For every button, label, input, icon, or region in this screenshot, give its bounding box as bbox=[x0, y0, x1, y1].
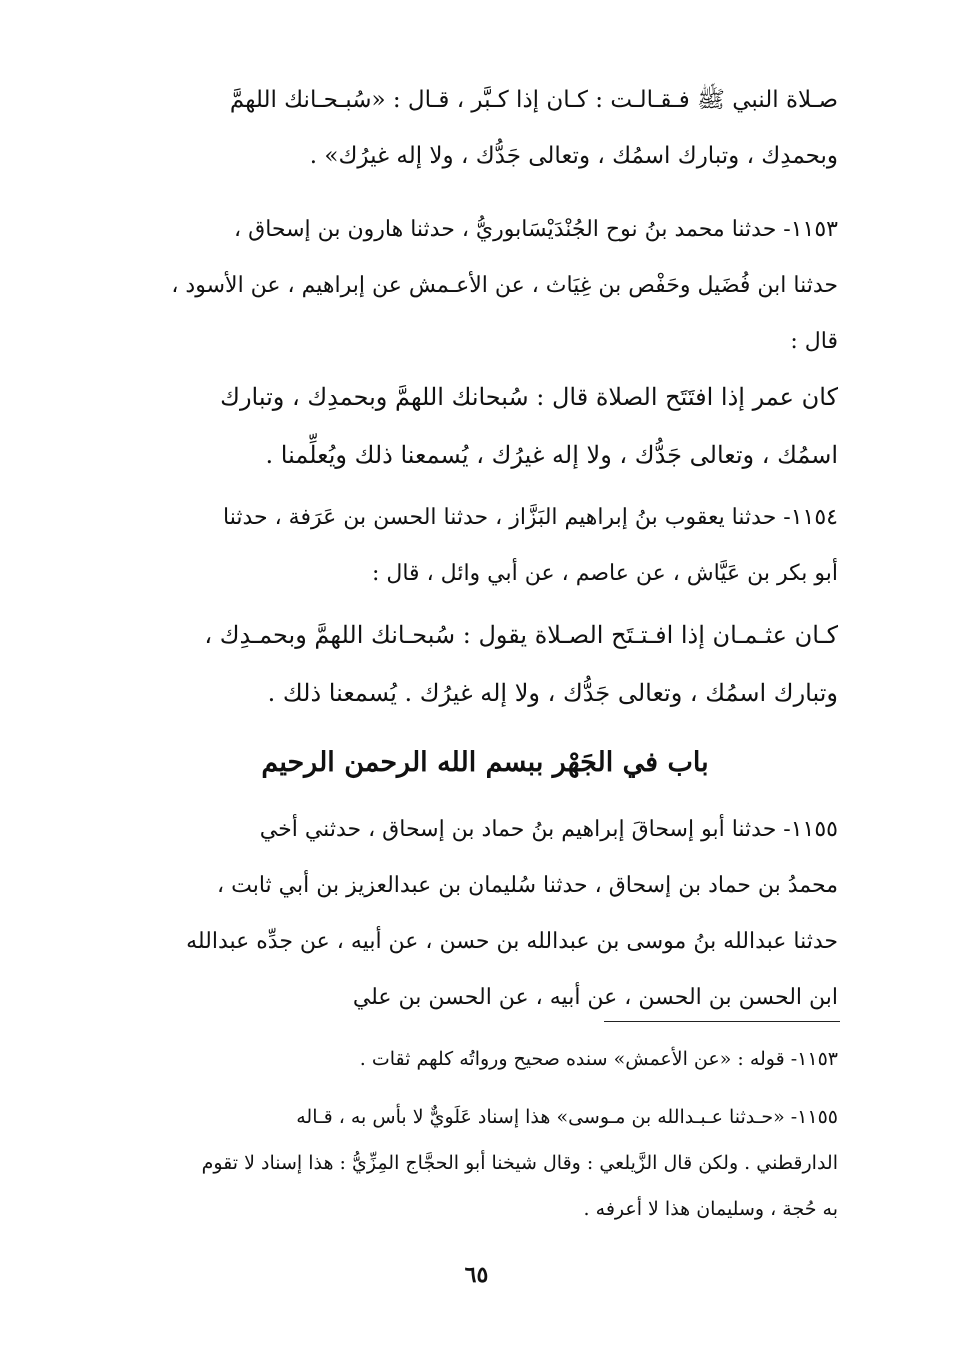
hadith-1153-text bbox=[132, 368, 838, 484]
chain-line: أبو بكر بن عَيَّاش ، عن عاصم ، عن أبي وائل ، قال : bbox=[371, 561, 838, 586]
hadith-1153-chain bbox=[132, 202, 838, 370]
chain-line: حدثنا عبدالله بنُ موسى بن عبدالله بن حسن ، عن أبيه ، عن جدِّه عبدالله bbox=[186, 929, 838, 954]
footnote-separator bbox=[604, 1021, 840, 1022]
footnote-line: الدارقطني . ولكن قال الزَّيلعي : وقال شيخنا أبو الحجَّاج المِزِّيُّ : هذا إسناد لا تقوم bbox=[201, 1152, 838, 1174]
top-continuation bbox=[132, 72, 838, 184]
hadith-1154-text bbox=[132, 606, 838, 722]
hadith-1154-chain bbox=[132, 490, 838, 602]
continuation-line: صـلاة النبي ﷺ فـقـالـت : كـان إذا كـبَّر ، قـال : «سُبـحـانك اللهمَّ bbox=[229, 87, 838, 113]
hadith-line: اسمُك ، وتعالى جَدُّك ، ولا إله غيرُك ، يُسمعنا ذلك ويُعلِّمنا . bbox=[265, 441, 838, 469]
chain-line: ١١٥٥- حدثنا أبو إسحاقَ إبراهيم بنُ حماد بن إسحاق ، حدثني أخي bbox=[259, 817, 838, 842]
hadith-line: كـان عثـمـان إذا افـتـتَح الصـلاة يقول : سُبحـانك اللهمَّ وبحمـدِك ، bbox=[204, 621, 838, 649]
chain-line: قال : bbox=[790, 329, 838, 354]
footnote-line: ١١٥٣- قوله : «عن الأعمش» سنده صحيح ورواتُه كلهم ثقات . bbox=[359, 1048, 838, 1070]
footnote-1155 bbox=[132, 1094, 838, 1232]
hadith-line: وتبارك اسمُك ، وتعالى جَدُّك ، ولا إله غيرُك . يُسمعنا ذلك . bbox=[267, 679, 838, 707]
continuation-line: وبحمدِك ، وتبارك اسمُك ، وتعالى جَدُّك ، ولا إله غيرُك» . bbox=[309, 143, 838, 169]
footnote-1153 bbox=[132, 1036, 838, 1082]
chain-line: محمدُ بن حماد بن إسحاق ، حدثنا سُليمان بن عبدالعزيز بن أبي ثابت ، bbox=[217, 873, 838, 898]
hadith-line: كان عمر إذا افتَتَح الصلاة قال : سُبحانك اللهمَّ وبحمدِك ، وتبارك bbox=[220, 383, 838, 411]
chain-line: ١١٥٤- حدثنا يعقوب بنُ إبراهيم البَزَّاز ، حدثنا الحسن بن عَرَفة ، حدثنا bbox=[222, 505, 838, 530]
footnote-line: ١١٥٥- «حـدثنا عـبـدالله بن مـوسى» هذا إسناد عَلَويٌّ لا بأس به ، قـاله bbox=[296, 1106, 838, 1128]
footnote-line: به حُجة ، وسليمان هذا لا أعرفه . bbox=[583, 1198, 838, 1220]
chain-line: ابن الحسن بن الحسن ، عن أبيه ، عن الحسن بن علي bbox=[352, 985, 838, 1010]
chapter-title: باب في الجَهْر ببسم الله الرحمن الرحيم bbox=[261, 747, 709, 778]
page-number: ٦٥ bbox=[464, 1262, 489, 1288]
chain-line: حدثنا ابن فُضَيل وحَفْص بن غِيَاث ، عن الأعـمش عن إبراهيم ، عن الأسود ، bbox=[171, 273, 838, 298]
hadith-1155-chain bbox=[132, 802, 838, 1026]
chain-line: ١١٥٣- حدثنا محمد بنُ نوح الجُنْدَيْسَابوريُّ ، حدثنا هارون بن إسحاق ، bbox=[234, 217, 838, 242]
